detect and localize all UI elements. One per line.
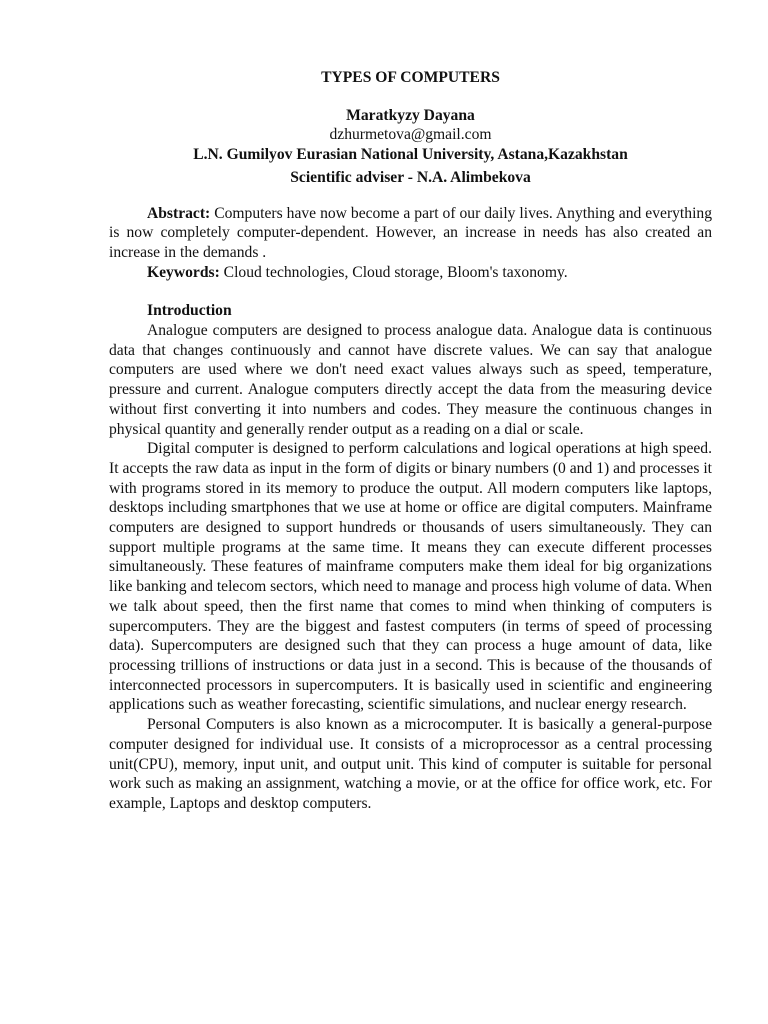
keywords — [109, 263, 712, 283]
paragraph-analogue-computers: Analogue computers are designed to process analogue data. Analogue data is continuous data that changes continuously and cannot have discrete values. We can say that analogue computers are used where we don't need exact values always such as speed, temperature, pressure and current. Analogue computers directly accept the data from the measuring device without first converting it into numbers and codes. They measure the continuous changes in physical quantity and generally render output as a reading on a dial or scale. — [109, 322, 712, 438]
author-email: dzhurmetova@gmail.com — [329, 126, 492, 144]
section-heading-introduction: Introduction — [147, 302, 232, 320]
author-affiliation: L.N. Gumilyov Eurasian National University, Astana,Kazakhstan — [193, 146, 628, 164]
abstract-text: Computers have now become a part of our daily lives. Anything and everything is now completely computer-dependent. However, an increase in needs has also created an increase in the demands . — [109, 204, 712, 261]
author-name: Maratkyzy Dayana — [346, 106, 475, 124]
keywords-label: Keywords: — [147, 263, 220, 281]
scientific-adviser: Scientific adviser - N.A. Alimbekova — [290, 168, 531, 186]
abstract — [109, 204, 712, 263]
paper-title: TYPES OF COMPUTERS — [321, 69, 500, 86]
paper-page — [109, 68, 712, 814]
paragraph-personal-computers: Personal Computers is also known as a microcomputer. It is basically a general-purpose computer designed for individual use. It consists of a microprocessor as a central processing unit(CPU), memory, input unit, and output unit. This kind of computer is suitable for personal work such as making an assignment, watching a movie, or at the office for office work, etc. For example, Laptops and desktop computers. — [109, 716, 712, 812]
abstract-label: Abstract: — [147, 204, 211, 222]
paragraph-digital-computers: Digital computer is designed to perform calculations and logical operations at high speed. It accepts the raw data as input in the form of digits or binary numbers (0 and 1) and processes it with programs stored in its memory to produce the output. All modern computers like laptops, desktops including smartphones that we use at home or office are digital computers. Mainframe computers are designed to support hundreds or thousands of users simultaneously. They can support multiple programs at the same time. It means they can execute different processes simultaneously. These features of mainframe computers make them ideal for big organizations like banking and telecom sectors, which need to manage and process high volume of data. When we talk about speed, then the first name that comes to mind when thinking of computers is supercomputers. They are the biggest and fastest computers (in terms of speed of processing data). Supercomputers are designed such that they can process a huge amount of data, like processing trillions of instructions or data just in a second. This is because of the thousands of interconnected processors in supercomputers. It is basically used in scientific and engineering applications such as weather forecasting, scientific simulations, and nuclear energy research. — [109, 440, 712, 714]
keywords-text: Cloud technologies, Cloud storage, Bloom's taxonomy. — [219, 263, 568, 281]
